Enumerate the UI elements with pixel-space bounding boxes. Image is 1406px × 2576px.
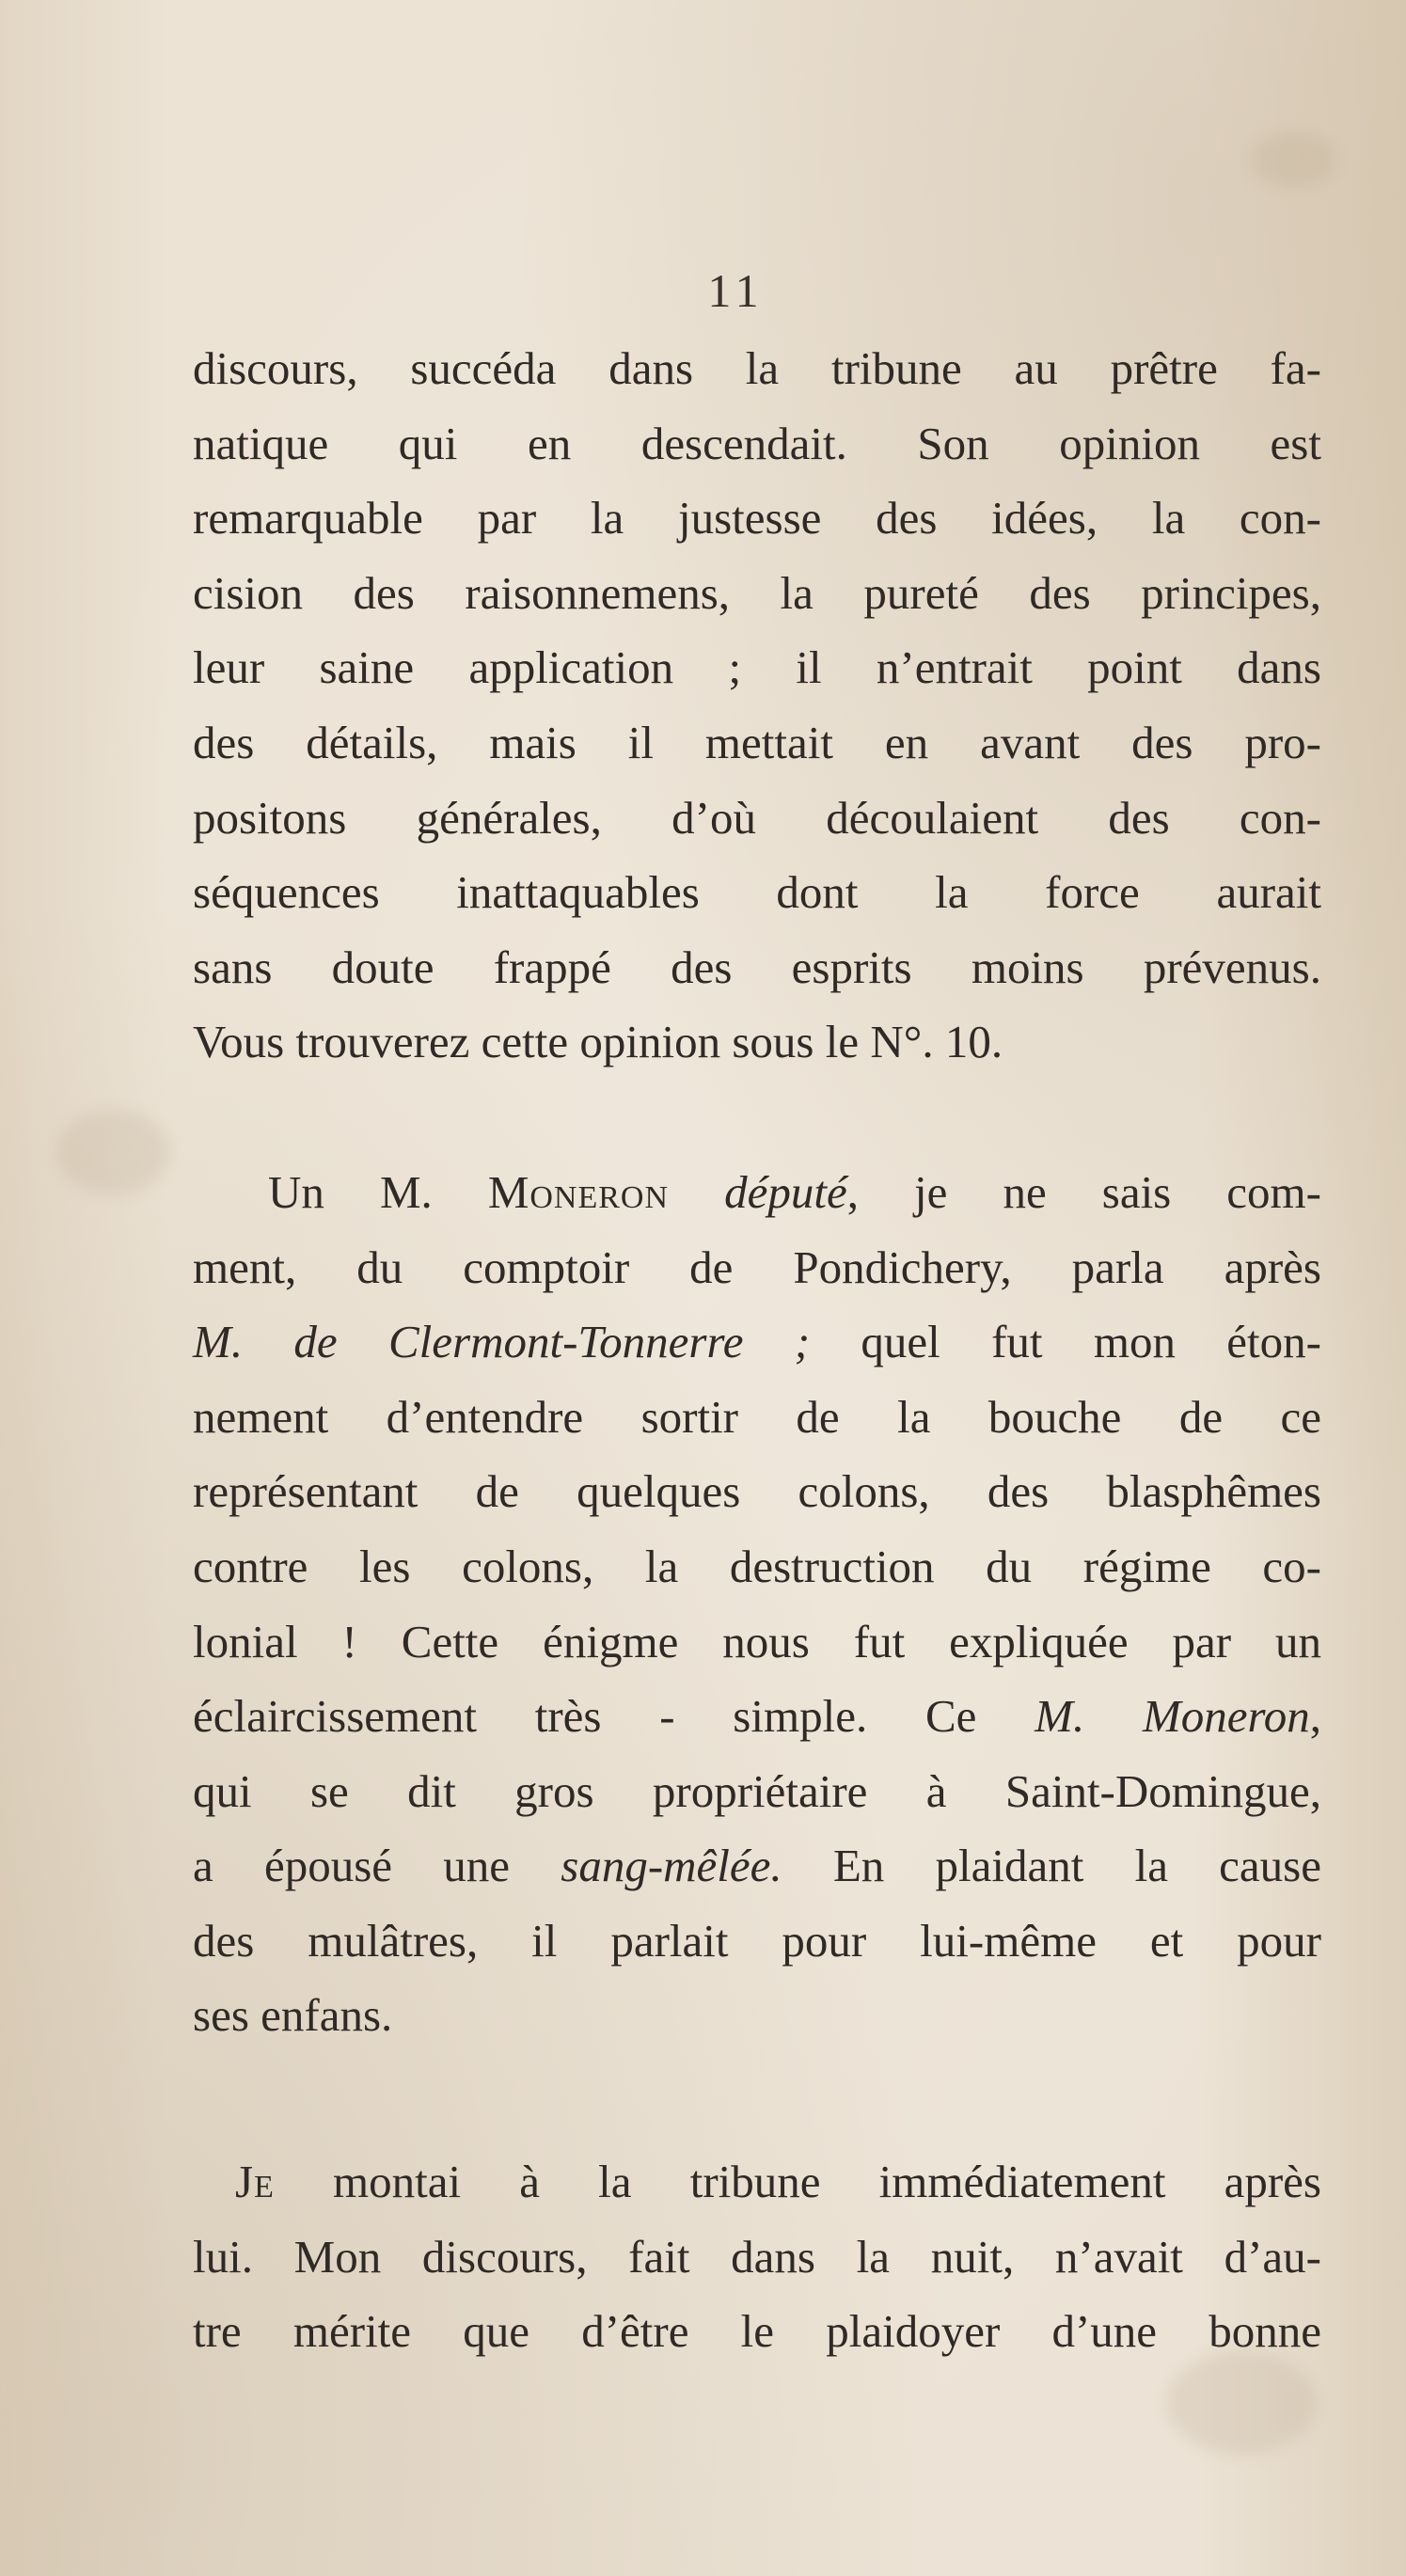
italic-text: sang-mêlée.: [561, 1840, 782, 1892]
text-run: éclaircissement très - simple. Ce: [193, 1690, 1035, 1743]
text-run: En plaidant la cause: [782, 1840, 1321, 1892]
page-number: 11: [707, 264, 765, 317]
drop-word-small-caps: Je: [235, 2156, 275, 2208]
text-run: ,: [1309, 1690, 1321, 1743]
text-line: discours, succéda dans la tribune au prêtre fa-: [193, 342, 1321, 394]
paragraph-1: [193, 331, 1321, 1080]
text-line: sans doute frappé des esprits moins prévenus.: [193, 940, 1321, 993]
text-line: natique qui en descendait. Son opinion est: [193, 417, 1321, 469]
text-line: [193, 2144, 1321, 2220]
text-line: cision des raisonnemens, la pureté des principes,: [193, 566, 1321, 619]
text-line: positons générales, d’où découlaient des con-: [193, 791, 1321, 844]
text-line: ses enfans.: [193, 1989, 393, 2042]
text-line: tre mérite que d’être le plaidoyer d’une bonne: [193, 2305, 1321, 2358]
italic-text: M. Moneron: [1035, 1690, 1310, 1743]
text-line: lui. Mon discours, fait dans la nuit, n’avait d’au-: [193, 2230, 1321, 2283]
text-line: représentant de quelques colons, des blasphêmes: [193, 1465, 1321, 1518]
text-line: lonial ! Cette énigme nous fut expliquée par un: [193, 1615, 1321, 1667]
name-small-caps: Moneron: [487, 1165, 670, 1218]
paper-stain: [56, 1110, 169, 1194]
text-line: des mulâtres, il parlait pour lui-même et pour: [193, 1914, 1321, 1967]
paragraph-gap: [193, 1080, 1321, 1155]
text-line: contre les colons, la destruction du régime co-: [193, 1540, 1321, 1592]
text-line: [193, 1304, 1321, 1380]
paragraph-gap: [193, 2053, 1321, 2144]
text-run: Un M.: [268, 1165, 488, 1218]
text-run: quel fut mon éton-: [810, 1316, 1321, 1368]
text-line: Vous trouverez cette opinion sous le N°. 10.: [193, 1016, 1003, 1068]
text-line: des détails, mais il mettait en avant des pro-: [193, 716, 1321, 768]
text-line: nement d’entendre sortir de la bouche de ce: [193, 1390, 1321, 1443]
text-line: [193, 1828, 1321, 1904]
paragraph-3: [193, 2144, 1321, 2369]
text-line: qui se dit gros propriétaire à Saint-Domingue,: [193, 1764, 1321, 1817]
text-run: a épousé une: [193, 1840, 561, 1892]
text-line: [193, 1155, 1321, 1230]
italic-text: M. de Clermont-Tonnerre ;: [193, 1316, 811, 1368]
text-line: remarquable par la justesse des idées, la con-: [193, 492, 1321, 545]
text-line: séquences inattaquables dont la force aurait: [193, 866, 1321, 919]
paragraph-2: [193, 1155, 1321, 2053]
text-run: , je ne sais com-: [846, 1165, 1321, 1218]
text-line: ment, du comptoir de Pondichery, parla après: [193, 1241, 1321, 1293]
paper-stain: [1251, 132, 1335, 188]
text-line: [193, 1679, 1321, 1754]
body-text: [193, 331, 1321, 2369]
text-line: leur saine application ; il n’entrait point dans: [193, 641, 1321, 694]
italic-text: député: [724, 1165, 847, 1218]
text-run: montai à la tribune immédiatement après: [274, 2156, 1321, 2208]
